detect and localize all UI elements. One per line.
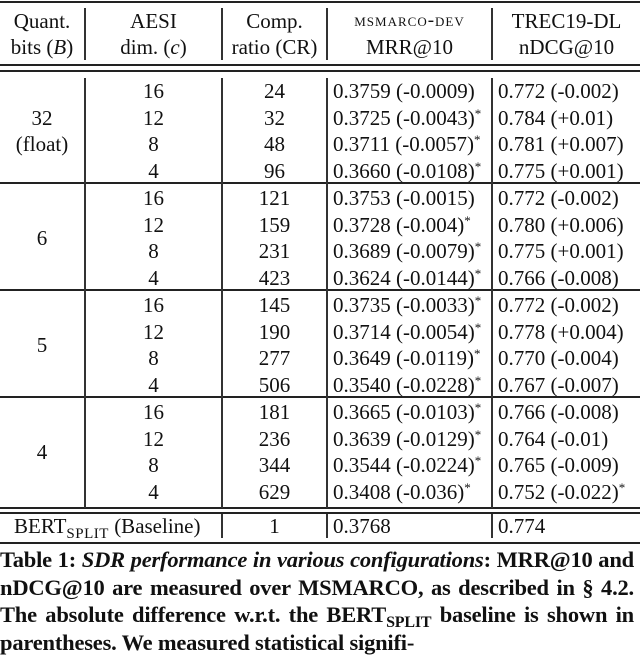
ndcg-cell xyxy=(498,399,640,425)
header-quant-bits xyxy=(0,8,84,60)
mrr-cell xyxy=(333,292,491,318)
mrr-value: 0.3725 (-0.0043) xyxy=(333,105,475,130)
aesi-dim-cell: 4 xyxy=(148,158,159,183)
mrr-cell xyxy=(333,238,491,264)
ndcg-cell xyxy=(498,131,640,157)
comp-ratio-cell: 344 xyxy=(258,453,291,477)
significance-marker: * xyxy=(474,400,482,415)
table-caption xyxy=(0,546,634,656)
header-aesi-dim xyxy=(86,8,221,60)
aesi-dim-cell: 8 xyxy=(148,132,159,156)
comp-ratio-cell: 506 xyxy=(258,372,291,397)
quant-bits-value: 4 xyxy=(36,439,48,464)
aesi-dim-cell: 4 xyxy=(148,372,159,397)
ndcg-cell xyxy=(498,105,640,131)
ndcg-cell xyxy=(498,78,640,104)
vline-body-4 xyxy=(491,78,493,508)
aesi-dim-cell: 12 xyxy=(143,319,164,344)
aesi-dim-cell: 4 xyxy=(148,265,159,290)
comp-ratio-cell: 159 xyxy=(258,212,291,237)
aesi-dim-cell: 8 xyxy=(148,239,159,263)
comp-ratio-cell: 629 xyxy=(258,479,291,504)
significance-marker: * xyxy=(464,212,471,228)
comp-ratio-cell: 145 xyxy=(258,293,291,317)
ndcg-value: 0.766 (-0.008) xyxy=(498,265,619,290)
baseline-label-sub: SPLIT xyxy=(66,526,109,542)
bottom-rule xyxy=(0,542,640,544)
mrr-cell xyxy=(333,212,491,238)
header-msmarco-line1: msmarco-dev xyxy=(354,10,465,31)
header-trec-line1: TREC19-DL xyxy=(511,9,622,33)
mrr-value: 0.3639 (-0.0129) xyxy=(333,426,475,451)
quant-bits-cell xyxy=(0,105,84,157)
top-rule xyxy=(0,1,640,3)
quant-bits-cell xyxy=(0,439,84,465)
ndcg-value: 0.766 (-0.008) xyxy=(498,400,619,424)
mrr-cell xyxy=(333,158,491,184)
header-msmarco-line2: MRR@10 xyxy=(365,35,454,59)
ndcg-value: 0.765 (-0.009) xyxy=(498,453,619,477)
caption-text-2: baseline is shown in parentheses. We measured statistical signifi- xyxy=(0,602,634,655)
header-aesi-dim-line1: AESI xyxy=(130,9,177,33)
baseline-label-main: BERT xyxy=(14,514,67,538)
comp-ratio-cell: 32 xyxy=(264,105,285,130)
ndcg-value: 0.764 (-0.01) xyxy=(498,426,609,451)
ndcg-value: 0.767 (-0.007) xyxy=(498,372,619,397)
comp-ratio-cell: 24 xyxy=(264,79,285,103)
significance-marker: * xyxy=(474,426,482,442)
ndcg-value: 0.772 (-0.002) xyxy=(498,79,619,103)
comp-ratio-cell: 181 xyxy=(258,400,291,424)
mrr-cell xyxy=(333,185,491,211)
significance-marker: * xyxy=(474,158,482,174)
significance-marker: * xyxy=(618,479,626,495)
aesi-dim-cell: 8 xyxy=(148,346,159,370)
mrr-cell xyxy=(333,265,491,291)
comp-ratio-cell: 96 xyxy=(264,158,285,183)
aesi-dim-cell: 16 xyxy=(143,400,164,424)
header-trec xyxy=(493,8,640,60)
mrr-cell xyxy=(333,345,491,371)
ndcg-value: 0.752 (-0.022) xyxy=(498,479,619,504)
ndcg-cell xyxy=(498,265,640,291)
ndcg-cell xyxy=(498,426,640,452)
header-comp-ratio-line2: ratio (CR) xyxy=(231,35,318,59)
significance-marker: * xyxy=(464,479,471,495)
ndcg-value: 0.780 (+0.006) xyxy=(498,212,624,237)
mrr-value: 0.3649 (-0.0119) xyxy=(333,346,474,370)
vline-base-4 xyxy=(491,514,493,538)
mrr-cell xyxy=(333,479,491,505)
mrr-value: 0.3408 (-0.036) xyxy=(333,479,465,504)
quant-bits-value: 32 xyxy=(31,105,53,130)
baseline-ndcg: 0.774 xyxy=(498,514,546,538)
ndcg-value: 0.772 (-0.002) xyxy=(498,186,619,210)
quant-bits-note: (float) xyxy=(15,131,69,156)
mrr-cell xyxy=(333,319,491,345)
comp-ratio-cell: 277 xyxy=(258,346,291,370)
significance-marker: * xyxy=(474,293,482,308)
aesi-dim-cell: 12 xyxy=(143,105,164,130)
aesi-dim-cell: 8 xyxy=(148,453,159,477)
aesi-dim-cell: 16 xyxy=(143,79,164,103)
quant-bits-value: 5 xyxy=(36,332,48,357)
ndcg-cell xyxy=(498,319,640,345)
significance-marker: * xyxy=(474,319,482,335)
baseline-double-rule-top xyxy=(0,507,640,509)
ndcg-value: 0.781 (+0.007) xyxy=(498,132,624,156)
ndcg-cell xyxy=(498,212,640,238)
mrr-value: 0.3660 (-0.0108) xyxy=(333,158,475,183)
quant-bits-value: 6 xyxy=(36,225,48,250)
comp-ratio-cell: 231 xyxy=(258,239,291,263)
significance-marker: * xyxy=(474,372,482,388)
aesi-dim-cell: 16 xyxy=(143,186,164,210)
aesi-dim-cell: 16 xyxy=(143,293,164,317)
ndcg-value: 0.778 (+0.004) xyxy=(498,319,624,344)
ndcg-cell xyxy=(498,292,640,318)
caption-title: SDR performance in various configurations xyxy=(81,547,484,572)
ndcg-value: 0.772 (-0.002) xyxy=(498,293,619,317)
mrr-cell xyxy=(333,399,491,425)
caption-subscript: SPLIT xyxy=(386,614,432,631)
mrr-cell xyxy=(333,452,491,478)
mrr-value: 0.3544 (-0.0224) xyxy=(333,453,475,477)
mrr-value: 0.3728 (-0.004) xyxy=(333,212,465,237)
vline-base-3 xyxy=(326,514,328,538)
mrr-cell xyxy=(333,372,491,398)
header-aesi-dim-line2: dim. (c) xyxy=(120,35,187,59)
header-msmarco xyxy=(328,8,491,60)
header-comp-ratio xyxy=(223,8,326,60)
comp-ratio-cell: 236 xyxy=(258,426,291,451)
mrr-cell xyxy=(333,426,491,452)
ndcg-cell xyxy=(498,452,640,478)
mrr-cell xyxy=(333,105,491,131)
baseline-mrr: 0.3768 xyxy=(333,514,391,538)
comp-ratio-cell: 121 xyxy=(258,186,291,210)
comp-ratio-cell: 190 xyxy=(258,319,291,344)
mrr-value: 0.3624 (-0.0144) xyxy=(333,265,475,290)
quant-bits-cell xyxy=(0,225,84,251)
header-trec-line2: nDCG@10 xyxy=(518,35,615,59)
comp-ratio-cell: 48 xyxy=(264,132,285,156)
vline-body-3 xyxy=(326,78,328,508)
caption-text-1: : MRR@10 and nDCG@10 are measured over MSMARCO, as described in § 4.2. The absolute difference w.r.t. the BERT xyxy=(0,547,634,627)
aesi-dim-cell: 4 xyxy=(148,479,159,504)
significance-marker: * xyxy=(474,105,482,121)
significance-marker: * xyxy=(474,265,482,281)
significance-marker: * xyxy=(474,453,482,468)
significance-marker: * xyxy=(474,239,482,254)
ndcg-cell xyxy=(498,238,640,264)
ndcg-cell xyxy=(498,158,640,184)
mrr-cell xyxy=(333,131,491,157)
baseline-label-suffix: (Baseline) xyxy=(108,514,201,538)
comp-ratio-cell: 423 xyxy=(258,265,291,290)
mrr-value: 0.3665 (-0.0103) xyxy=(333,400,475,424)
significance-marker: * xyxy=(473,346,481,361)
baseline-cr: 1 xyxy=(269,514,280,538)
ndcg-value: 0.770 (-0.004) xyxy=(498,346,619,370)
ndcg-cell xyxy=(498,372,640,398)
header-comp-ratio-line1: Comp. xyxy=(246,9,303,33)
ndcg-value: 0.784 (+0.01) xyxy=(498,105,614,130)
mrr-value: 0.3714 (-0.0054) xyxy=(333,319,475,344)
ndcg-cell xyxy=(498,345,640,371)
aesi-dim-cell: 12 xyxy=(143,426,164,451)
header-quant-bits-line2: bits (B) xyxy=(10,35,74,59)
quant-bits-cell xyxy=(0,332,84,358)
mrr-value: 0.3759 (-0.0009) xyxy=(333,79,475,103)
caption-label: Table 1: xyxy=(0,547,82,572)
baseline-label xyxy=(14,513,219,542)
mrr-value: 0.3753 (-0.0015) xyxy=(333,186,475,210)
ndcg-value: 0.775 (+0.001) xyxy=(498,239,624,263)
header-double-rule-bottom xyxy=(0,70,640,72)
mrr-cell xyxy=(333,78,491,104)
ndcg-cell xyxy=(498,185,640,211)
aesi-dim-cell: 12 xyxy=(143,212,164,237)
header-quant-bits-line1: Quant. xyxy=(13,9,71,33)
mrr-value: 0.3689 (-0.0079) xyxy=(333,239,475,263)
mrr-value: 0.3540 (-0.0228) xyxy=(333,372,475,397)
ndcg-value: 0.775 (+0.001) xyxy=(498,158,624,183)
mrr-value: 0.3735 (-0.0033) xyxy=(333,293,475,317)
header-double-rule-top xyxy=(0,64,640,66)
ndcg-cell xyxy=(498,479,640,505)
mrr-value: 0.3711 (-0.0057) xyxy=(333,132,474,156)
significance-marker: * xyxy=(473,132,481,147)
